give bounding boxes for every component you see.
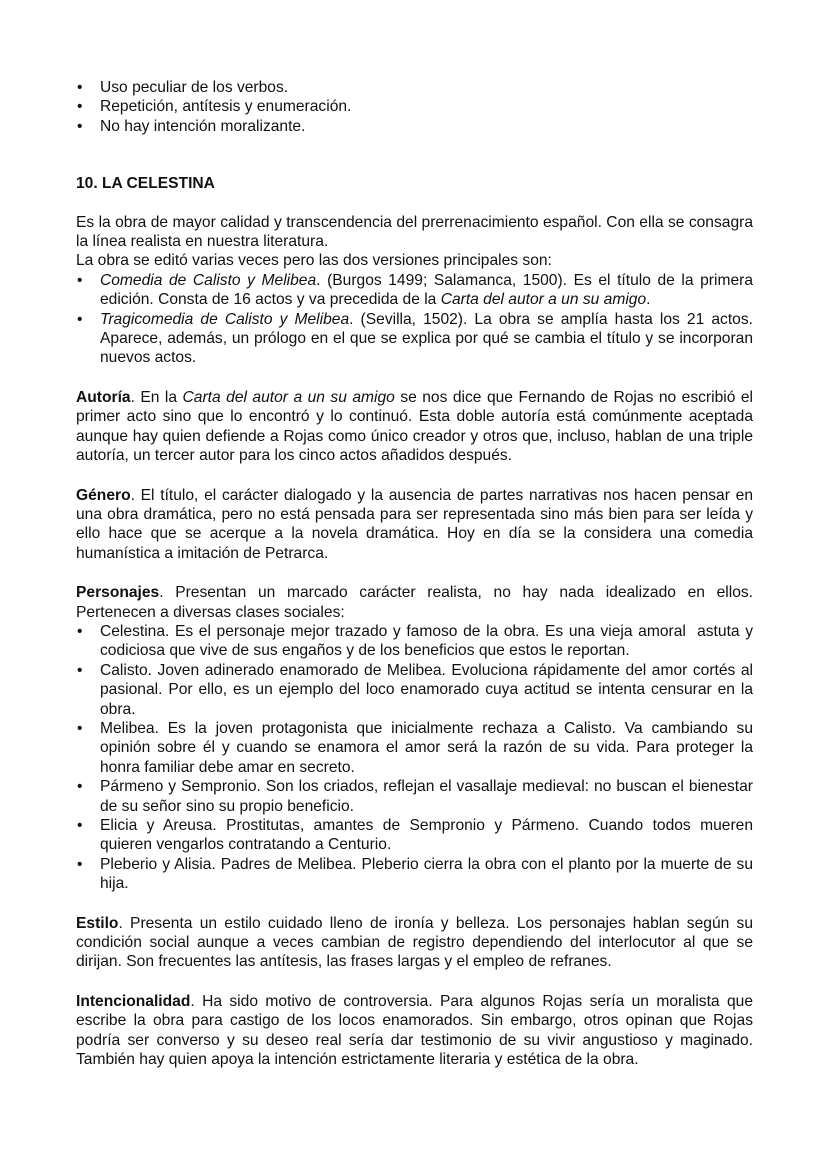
list-item: • Comedia de Calisto y Melibea. (Burgos 1499; Salamanca, 1500). Es el título de la primera edición. Consta de 16 actos y va precedida de la Carta del autor a un su amigo. bbox=[76, 271, 753, 310]
list-item: • Melibea. Es la joven protagonista que inicialmente rechaza a Calisto. Va cambiando su opinión sobre él y cuando se enamora el amor será la razón de su vida. Para proteger la honra familiar debe amar en secreto. bbox=[76, 719, 753, 777]
autoria-paragraph: Autoría. En la Carta del autor a un su amigo se nos dice que Fernando de Rojas no escribió el primer acto sino que lo encontró y lo continuó. Esta doble autoría está comúnmente aceptada aunque hay quien defiende a Rojas como único creador y otros que, incluso, hablan de una triple autoría, un tercer autor para los cinco actos añadidos después. bbox=[76, 388, 753, 465]
section-label: Personajes bbox=[76, 584, 160, 602]
versions-list bbox=[76, 271, 753, 368]
list-item: • Celestina. Es el personaje mejor trazado y famoso de la obra. Es una vieja amoral astuta y codiciosa que vive de sus engaños y de los beneficios que estos le reportan. bbox=[76, 622, 753, 661]
work-title: Carta del autor a un su amigo bbox=[440, 291, 647, 309]
intro-bullet-list bbox=[76, 78, 753, 136]
intencionalidad-paragraph: Intencionalidad. Ha sido motivo de controversia. Para algunos Rojas sería un moralista que escribe la obra para castigo de los locos enamorados. Sin embargo, otros opinan que Rojas podría ser converso y su deseo real sería dar testimonio de su vivir angustioso y maginado. También hay quien apoya la intención estrictamente literaria y estética de la obra. bbox=[76, 992, 753, 1069]
list-item: • Pármeno y Sempronio. Son los criados, reflejan el vasallaje medieval: no buscan el bienestar de su señor sino su propio beneficio. bbox=[76, 777, 753, 816]
work-title: Carta del autor a un su amigo bbox=[182, 388, 395, 406]
versions-intro: La obra se editó varias veces pero las dos versiones principales son: bbox=[76, 252, 552, 270]
personajes-list bbox=[76, 622, 758, 894]
section-label: Género bbox=[76, 486, 131, 504]
work-title: Tragicomedia de Calisto y Melibea bbox=[100, 310, 350, 328]
personajes-paragraph: Personajes. Presentan un marcado carácter realista, no hay nada idealizado en ellos. Pertenecen a diversas clases sociales: bbox=[76, 584, 753, 621]
list-item: • Pleberio y Alisia. Padres de Melibea. Pleberio cierra la obra con el planto por la muerte de su hija. bbox=[76, 855, 753, 894]
list-item: • Repetición, antítesis y enumeración. bbox=[76, 97, 753, 116]
estilo-paragraph: Estilo. Presenta un estilo cuidado lleno de ironía y belleza. Los personajes hablan según su condición social aunque a veces cambian de registro dependiendo del interlocutor al que se dirijan. Son frecuentes las antítesis, las frases largas y el empleo de refranes. bbox=[76, 914, 753, 971]
list-item: • Uso peculiar de los verbos. bbox=[76, 78, 753, 97]
section-label: Autoría bbox=[76, 388, 131, 406]
section-label: Estilo bbox=[76, 914, 119, 932]
list-item: • Tragicomedia de Calisto y Melibea. (Sevilla, 1502). La obra se amplía hasta los 21 actos. Aparece, además, un prólogo en el que se explica por qué se cambia el título y se incorporan nuevos actos. bbox=[76, 310, 753, 368]
genero-paragraph: Género. El título, el carácter dialogado y la ausencia de partes narrativas nos hacen pensar en una obra dramática, pero no está pensada para ser representada sino más bien para ser leída y ello hace que se acerque a la novela dramática. Hoy en día se la considera una comedia humanística a imitación de Petrarca. bbox=[76, 486, 753, 562]
section-heading: 10. LA CELESTINA bbox=[76, 175, 215, 193]
list-item: • No hay intención moralizante. bbox=[76, 117, 753, 136]
intro-paragraph: Es la obra de mayor calidad y transcendencia del prerrenacimiento español. Con ella se consagra la línea realista en nuestra literatura. bbox=[76, 213, 753, 251]
list-item: • Calisto. Joven adinerado enamorado de Melibea. Evoluciona rápidamente del amor cortés al pasional. Por ello, es un ejemplo del loco enamorado cuya actitud se intenta censurar en la obra. bbox=[76, 661, 753, 719]
section-label: Intencionalidad bbox=[76, 992, 191, 1010]
document-content bbox=[76, 78, 758, 1069]
list-item: • Elicia y Areusa. Prostitutas, amantes de Sempronio y Pármeno. Cuando todos mueren quieren vengarlos contratando a Centurio. bbox=[76, 816, 753, 855]
work-title: Comedia de Calisto y Melibea bbox=[100, 271, 317, 289]
